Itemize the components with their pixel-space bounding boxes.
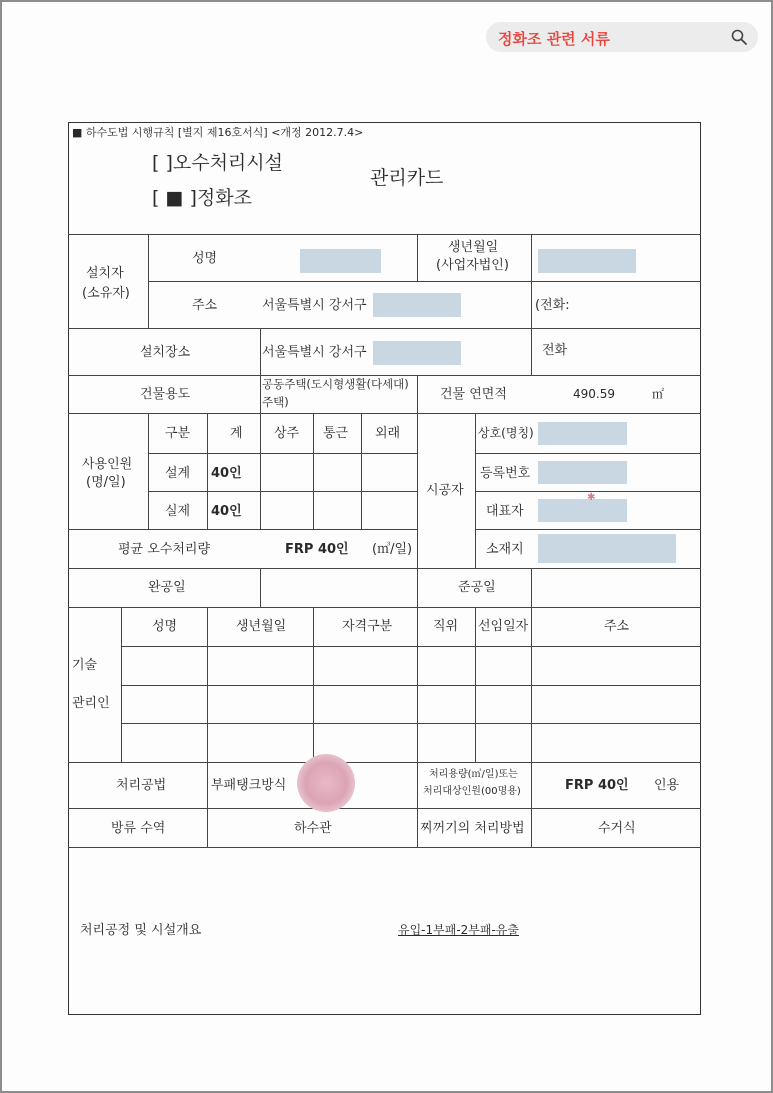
divider [417, 762, 418, 847]
tech-manager-label-2: 관리인 [72, 696, 110, 711]
divider [148, 453, 417, 454]
divider [260, 413, 261, 529]
tech-col-birth: 생년월일 [236, 619, 287, 634]
redacted-owner-address [373, 293, 461, 317]
redacted-owner-birth [538, 249, 636, 273]
divider [68, 568, 701, 569]
contractor-label: 시공자 [426, 483, 464, 498]
tech-col-position: 직위 [433, 619, 459, 634]
owner-name-label: 성명 [192, 251, 218, 266]
divider [417, 413, 418, 568]
divider [531, 568, 532, 607]
tech-manager-label: 기술 [72, 658, 98, 673]
divider [531, 762, 532, 847]
tech-col-address: 주소 [604, 619, 630, 634]
divider [148, 281, 701, 282]
users-label-sub: (명/일) [86, 475, 126, 490]
redacted-contractor-regno [538, 461, 627, 484]
building-area-label: 건물 연면적 [440, 387, 507, 402]
form-header-note: ■ 하수도법 시행규칙 [별지 제16호서식] <개정 2012.7.4> [72, 126, 364, 139]
document-page [2, 2, 771, 1091]
redacted-contractor-rep [538, 499, 627, 522]
divider [68, 234, 701, 235]
divider [475, 453, 701, 454]
tech-col-qualification: 자격구분 [342, 619, 393, 634]
divider [68, 529, 417, 530]
divider [121, 723, 701, 724]
users-row-actual: 실제 [165, 504, 191, 519]
divider [148, 491, 417, 492]
completion-label: 완공일 [148, 580, 186, 595]
divider [207, 607, 208, 762]
users-label: 사용인원 [82, 457, 133, 472]
search-bar[interactable] [486, 22, 758, 52]
capacity-label: 처리용량(㎥/일)또는 [429, 769, 518, 780]
divider [313, 607, 314, 762]
divider [417, 568, 418, 607]
divider [531, 234, 532, 375]
owner-birth-label-sub: (사업자법인) [436, 258, 509, 273]
avg-flow-label: 평균 오수처리량 [118, 542, 211, 557]
divider [148, 234, 149, 328]
contractor-seal-mark: ✱ [587, 492, 596, 503]
divider [121, 685, 701, 686]
divider [148, 413, 149, 529]
building-area-unit: ㎡ [652, 387, 665, 401]
divider [68, 328, 701, 329]
divider [207, 413, 208, 529]
divider [121, 607, 122, 762]
owner-address-value: 서울특별시 강서구 [262, 298, 367, 313]
site-label: 설치장소 [140, 345, 191, 360]
owner-birth-label: 생년월일 [448, 240, 499, 255]
site-address-value: 서울특별시 강서구 [262, 345, 367, 360]
owner-label: 설치자 [86, 266, 124, 281]
divider [475, 413, 476, 568]
sludge-method-value: 수거식 [598, 821, 636, 836]
form-title-option-2: [ ■ ]정화조 [152, 187, 252, 209]
avg-flow-unit: (㎥/일) [372, 542, 413, 557]
contractor-rep-label: 대표자 [486, 504, 524, 519]
users-design-total: 40인 [211, 466, 242, 481]
divider [68, 413, 701, 414]
redacted-owner-name [300, 249, 381, 273]
divider [207, 762, 208, 847]
divider [531, 607, 532, 762]
capacity-label-2: 처리대상인원(00명용) [423, 786, 521, 797]
users-col-resident: 상주 [274, 426, 300, 441]
divider [68, 808, 701, 809]
users-row-design: 설계 [165, 466, 191, 481]
form-title-option-1: [ ]오수처리시설 [152, 152, 283, 174]
divider [68, 375, 701, 376]
search-query-text: 정화조 관련 서류 [498, 30, 610, 48]
divider [417, 607, 418, 762]
owner-phone-label: (전화: [535, 298, 570, 313]
divider [313, 413, 314, 529]
building-area-value: 490.59 [573, 387, 615, 401]
process-value: 유입-1부패-2부패-유출 [398, 923, 519, 937]
method-value: 부패탱크방식 [211, 778, 287, 793]
users-col-total: 계 [230, 426, 243, 441]
building-use-value: 공동주택(도시형생활(다세대) [262, 377, 409, 391]
redacted-contractor-location [538, 534, 676, 563]
avg-flow-value: FRP 40인 [285, 542, 349, 557]
divider [417, 375, 418, 413]
owner-label-sub: (소유자) [82, 286, 130, 301]
contractor-location-label: 소재지 [486, 542, 524, 557]
search-icon[interactable] [730, 28, 748, 46]
discharge-label: 방류 수역 [111, 821, 166, 836]
building-use-value-2: 주택) [262, 395, 289, 409]
users-col-type: 구분 [165, 426, 191, 441]
sludge-method-label: 찌꺼기의 처리방법 [420, 821, 525, 836]
owner-address-label: 주소 [192, 298, 218, 313]
redacted-contractor-company [538, 422, 627, 445]
tech-col-appoint-date: 선임일자 [478, 619, 529, 634]
divider [260, 328, 261, 413]
process-label: 처리공정 및 시설개요 [80, 923, 202, 938]
divider [361, 413, 362, 529]
final-completion-label: 준공일 [458, 580, 496, 595]
form-title: 관리카드 [370, 167, 444, 189]
users-col-commute: 통근 [323, 426, 349, 441]
divider [68, 607, 701, 608]
contractor-company-label: 상호(명칭) [478, 426, 534, 440]
site-phone-label: 전화 [542, 343, 568, 358]
method-label: 처리공법 [116, 778, 167, 793]
tech-col-name: 성명 [152, 619, 178, 634]
redacted-site-address [373, 341, 461, 365]
divider [121, 646, 701, 647]
contractor-regno-label: 등록번호 [480, 466, 531, 481]
divider [260, 568, 261, 607]
official-stamp [297, 754, 355, 812]
users-actual-total: 40인 [211, 504, 242, 519]
discharge-value: 하수관 [294, 821, 332, 836]
capacity-unit: 인용 [654, 778, 680, 793]
users-col-visitor: 외래 [375, 426, 401, 441]
building-use-label: 건물용도 [140, 387, 191, 402]
divider [475, 529, 701, 530]
divider [68, 847, 701, 848]
divider [475, 607, 476, 762]
divider [68, 762, 701, 763]
divider [417, 234, 418, 281]
capacity-value: FRP 40인 [565, 778, 629, 793]
